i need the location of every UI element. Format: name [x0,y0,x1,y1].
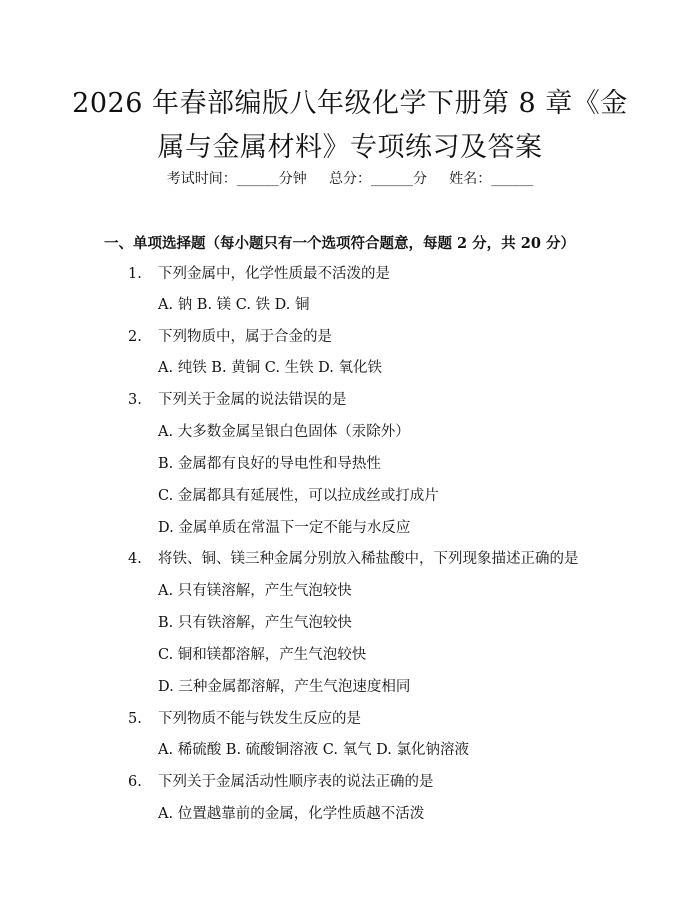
exam-meta: 考试时间：______分钟 总分：______分 姓名：______ [166,171,534,187]
question-4 [128,547,579,568]
question-4-option-c: C. 铜和镁都溶解，产生气泡较快 [158,647,367,663]
title-line-1: 2026 年春部编版八年级化学下册第 8 章《金 [72,88,628,119]
question-number: 6. [128,774,142,790]
question-6 [128,770,434,791]
question-text: 下列物质中，属于合金的是 [158,329,332,345]
question-4-option-d: D. 三种金属都溶解，产生气泡速度相同 [158,679,411,695]
question-3-option-a: A. 大多数金属呈银白色固体（汞除外） [158,424,410,440]
question-1 [128,262,390,283]
question-3-option-d: D. 金属单质在常温下一定不能与水反应 [158,520,411,536]
question-number: 4. [128,551,142,567]
question-3-option-c: C. 金属都具有延展性，可以拉成丝或打成片 [158,488,439,504]
question-text: 下列关于金属的说法错误的是 [158,392,347,408]
question-text: 将铁、铜、镁三种金属分别放入稀盐酸中，下列现象描述正确的是 [158,551,579,567]
question-text: 下列关于金属活动性顺序表的说法正确的是 [158,774,434,790]
question-3 [128,388,347,409]
question-number: 2. [128,329,142,345]
question-4-option-b: B. 只有铁溶解，产生气泡较快 [158,615,352,631]
question-2 [128,325,332,346]
question-6-option-a: A. 位置越靠前的金属，化学性质越不活泼 [158,806,425,822]
question-number: 5. [128,711,142,727]
question-number: 3. [128,392,142,408]
question-text: 下列物质不能与铁发生反应的是 [158,711,361,727]
question-2-options: A. 纯铁 B. 黄铜 C. 生铁 D. 氧化铁 [158,360,383,376]
title-line-2: 属与金属材料》专项练习及答案 [157,132,543,163]
question-5 [128,707,361,728]
question-1-options: A. 钠 B. 镁 C. 铁 D. 铜 [158,297,310,313]
question-number: 1. [128,266,142,282]
document-title [60,82,640,170]
question-text: 下列金属中，化学性质最不活泼的是 [158,266,390,282]
question-3-option-b: B. 金属都有良好的导电性和导热性 [158,456,381,472]
section-heading: 一、单项选择题（每小题只有一个选项符合题意，每题 2 分，共 20 分） [104,235,575,252]
question-4-option-a: A. 只有镁溶解，产生气泡较快 [158,583,352,599]
question-5-options: A. 稀硫酸 B. 硫酸铜溶液 C. 氧气 D. 氯化钠溶液 [158,742,470,758]
